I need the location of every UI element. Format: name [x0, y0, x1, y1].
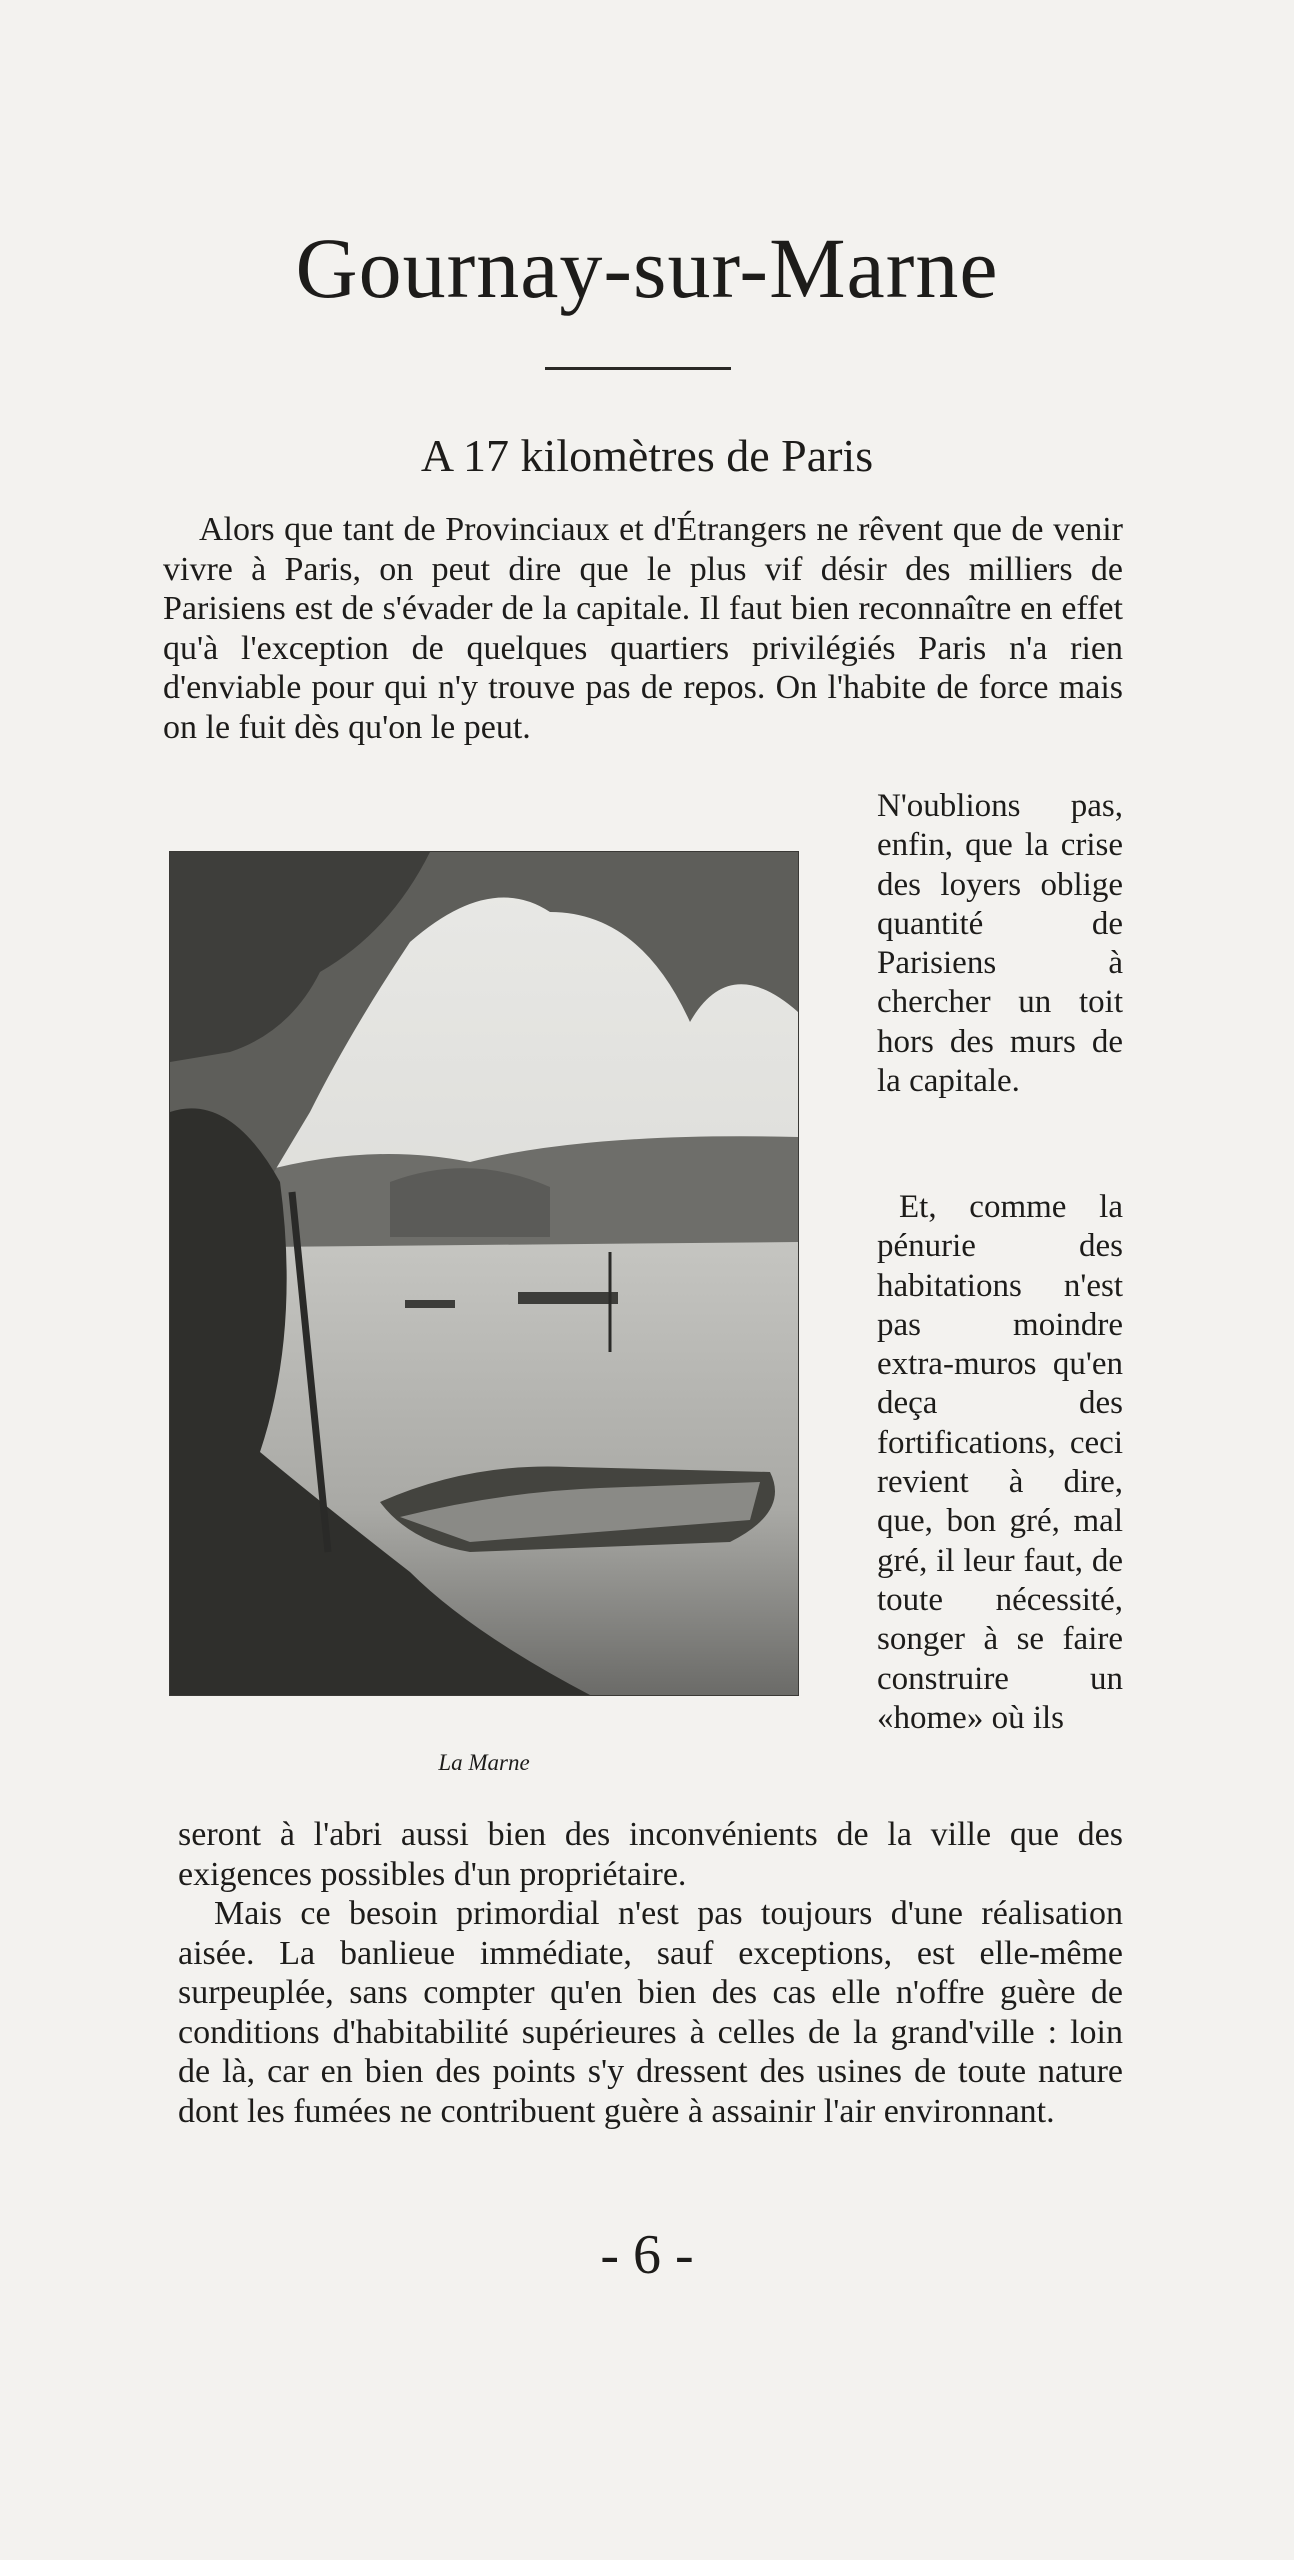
- title-underline: [545, 367, 731, 370]
- paragraph-side-2: Et, comme la pénurie des habitations n'est pas moindre extra-muros qu'en deça des fortifications, ceci revient à dire, que, bon gré, mal gré, il leur faut, de toute nécessité, songer à se faire construire un «home» où ils: [877, 1189, 1123, 1736]
- river-marne-photo: [170, 852, 798, 1695]
- photo-caption: La Marne: [438, 1750, 530, 1775]
- paragraph-closing: Mais ce besoin primordial n'est pas toujours d'une réalisation aisée. La banlieue immédiate, sauf exceptions, est elle-même surpeuplée, sans compter qu'en bien des cas elle n'offre guère de conditions d'habitabilité supérieures à celles de la grand'ville : loin de là, car en bien des points s'y dressent des usines de toute nature dont les fumées ne contribuent guère à assainir l'air environnant.: [178, 1895, 1123, 2130]
- page-title: Gournay-sur-Marne: [295, 220, 999, 316]
- paragraph-intro: Alors que tant de Provinciaux et d'Étrangers ne rêvent que de venir vivre à Paris, on peut dire que le plus vif désir des milliers de Parisiens est de s'évader de la capitale. Il faut bien reconnaître en effet qu'à l'exception de quelques quartiers privilégiés Paris n'a rien d'enviable pour qui n'y trouve pas de repos. On l'habite de force mais on le fuit dès qu'on le peut.: [163, 511, 1123, 746]
- paragraph-continuation: seront à l'abri aussi bien des inconvénients de la ville que des exigences possibles d'un propriétaire.: [178, 1816, 1123, 1893]
- paragraph-side-1: N'oublions pas, enfin, que la crise des loyers oblige quantité de Parisiens à chercher un toit hors des murs de la capitale.: [877, 788, 1123, 1100]
- page-number: - 6 -: [600, 2224, 694, 2286]
- page-subtitle: A 17 kilomètres de Paris: [420, 430, 874, 481]
